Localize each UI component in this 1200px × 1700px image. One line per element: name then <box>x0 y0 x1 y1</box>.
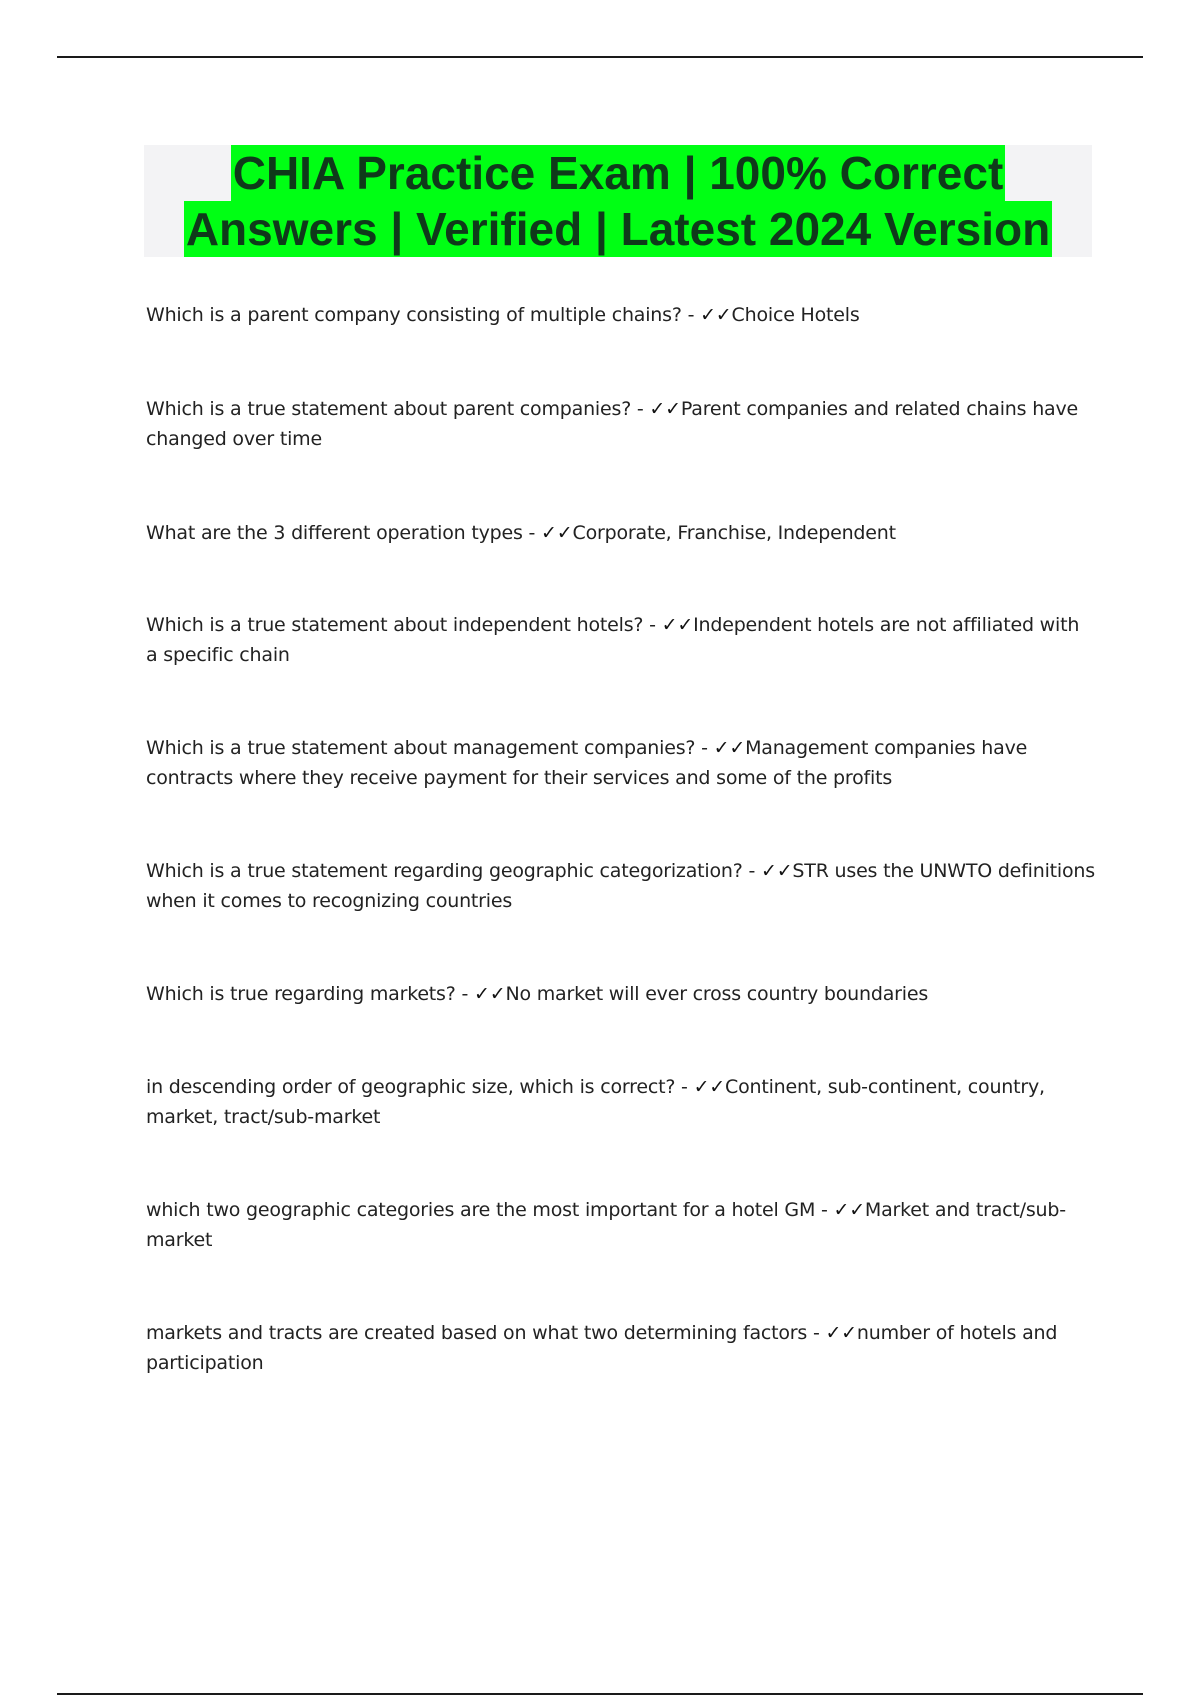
check-icon: ✓✓ <box>833 1199 865 1221</box>
answer-text: Continent, sub-continent, country, market, tract/sub-market <box>146 1076 1045 1128</box>
check-icon: ✓✓ <box>661 614 694 636</box>
question-text: Which is a true statement about parent companies? - <box>146 398 650 420</box>
answer-text: STR uses the UNWTO definitions when it comes to recognizing countries <box>146 860 1095 912</box>
answer-text: Corporate, Franchise, Independent <box>572 522 896 544</box>
bottom-rule <box>57 1693 1143 1695</box>
answer-text: number of hotels and participation <box>146 1322 1058 1374</box>
top-rule <box>57 56 1143 58</box>
question-text: in descending order of geographic size, which is correct? - <box>146 1076 694 1098</box>
check-icon: ✓✓ <box>825 1322 857 1344</box>
qa-item <box>146 979 1096 1009</box>
check-icon: ✓✓ <box>473 983 506 1005</box>
qa-item <box>146 856 1096 916</box>
document-title <box>144 145 1092 257</box>
answer-text: Choice Hotels <box>731 304 860 326</box>
answer-text: Market and tract/sub-market <box>146 1199 1066 1251</box>
title-line-1: CHIA Practice Exam | 100% Correct <box>232 147 1004 199</box>
question-text: Which is a true statement regarding geographic categorization? - <box>146 860 761 882</box>
check-icon: ✓✓ <box>693 1076 726 1098</box>
qa-item <box>146 610 1096 670</box>
check-icon: ✓✓ <box>541 522 573 544</box>
question-text: markets and tracts are created based on what two determining factors - <box>146 1322 826 1344</box>
qa-item <box>146 300 1096 330</box>
question-text: Which is a true statement about independent hotels? - <box>146 614 662 636</box>
question-text: which two geographic categories are the most important for a hotel GM - <box>146 1199 834 1221</box>
qa-item <box>146 1318 1096 1378</box>
check-icon: ✓✓ <box>649 398 681 420</box>
question-text: Which is a true statement about management companies? - <box>146 737 714 759</box>
answer-text: Parent companies and related chains have changed over time <box>146 398 1079 450</box>
qa-item <box>146 733 1096 793</box>
question-text: Which is true regarding markets? - <box>146 983 474 1005</box>
qa-item <box>146 1195 1096 1255</box>
answer-text: No market will ever cross country boundaries <box>505 983 929 1005</box>
qa-item <box>146 394 1096 454</box>
qa-item <box>146 1072 1096 1132</box>
answer-text: Management companies have contracts where they receive payment for their services and some of the profits <box>146 737 1028 789</box>
question-text: What are the 3 different operation types - <box>146 522 542 544</box>
check-icon: ✓✓ <box>700 304 732 326</box>
check-icon: ✓✓ <box>760 860 793 882</box>
qa-item <box>146 518 1096 548</box>
title-line-2: Answers | Verified | Latest 2024 Version <box>185 203 1051 255</box>
check-icon: ✓✓ <box>713 737 746 759</box>
question-text: Which is a parent company consisting of multiple chains? - <box>146 304 701 326</box>
answer-text: Independent hotels are not affiliated with a specific chain <box>146 614 1080 666</box>
